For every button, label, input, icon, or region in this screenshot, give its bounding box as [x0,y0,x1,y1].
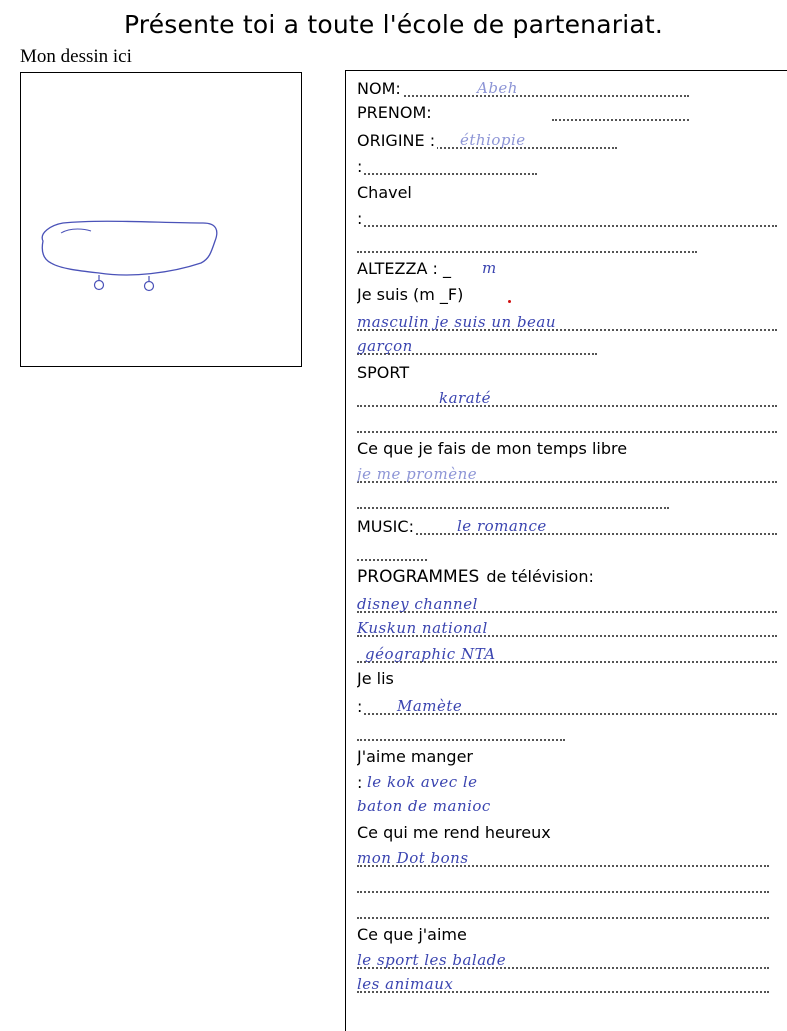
value-jaime-line1: le sport les balade [357,951,507,969]
field-programmes-line2 [357,618,777,640]
label-heureux: Ce qui me rend heureux [357,823,551,842]
field-jaime [357,924,777,946]
field-origine-extra [357,156,777,178]
value-programmes-line2: Kuskun national [357,619,488,637]
field-je-lis [357,668,777,690]
field-sport [357,362,777,384]
ink-dot [508,300,511,303]
value-nom: Abeh [477,79,518,97]
field-je-lis-line2 [357,722,777,744]
field-manger [357,746,777,768]
label-prenom: PRENOM: [357,103,432,122]
field-heureux-line2 [357,874,777,896]
field-je-lis-line1 [357,696,777,718]
label-programmes: PROGRAMMES [357,567,480,587]
je-lis-prefix: : [357,697,363,716]
value-je-suis-line1: masculin je suis un beau [357,313,557,331]
field-manger-line1 [357,772,777,794]
field-chavel-line2 [357,234,777,256]
field-temps-libre-line1 [357,464,777,486]
label-sport: SPORT [357,363,410,382]
value-programmes-line1: disney channel [357,595,478,613]
drawing-sketch-icon [21,73,303,368]
drawing-box [20,72,302,367]
field-music-line2 [357,542,777,564]
label-altezza: ALTEZZA : _ [357,259,451,278]
field-sport-line2 [357,414,777,436]
value-sport: karaté [439,389,492,407]
field-heureux-line3 [357,900,777,922]
field-manger-line2 [357,796,777,818]
chavel-prefix: : [357,209,363,228]
field-music [357,516,777,538]
field-programmes [357,566,777,588]
label-jaime: Ce que j'aime [357,925,467,944]
value-je-suis-line2: garçon [357,337,413,355]
label-chavel: Chavel [357,183,412,202]
value-origine: éthiopie [460,131,526,149]
label-manger: J'aime manger [357,747,473,766]
field-temps-libre-line2 [357,490,777,512]
field-sport-line1 [357,388,777,410]
field-chavel [357,182,777,204]
field-chavel-line1 [357,208,777,230]
field-prenom [357,102,777,124]
field-je-suis-line1 [357,312,777,334]
label-je-suis: Je suis (m _F) [357,285,464,304]
field-jaime-line1 [357,950,777,972]
value-temps-libre: je me promène [357,465,478,483]
label-origine: ORIGINE : [357,131,436,150]
label-origine-extra: : [357,157,363,176]
value-altezza: m [482,259,497,277]
field-jaime-line2 [357,974,777,996]
value-music: le romance [457,517,547,535]
value-heureux: mon Dot bons [357,849,469,867]
field-origine [357,130,777,152]
field-je-suis-line2 [357,336,777,358]
field-heureux [357,822,777,844]
field-programmes-line3 [357,644,777,666]
field-programmes-line1 [357,594,777,616]
field-altezza [357,258,777,280]
field-temps-libre [357,438,777,460]
label-temps-libre: Ce que je fais de mon temps libre [357,439,628,458]
label-je-lis: Je lis [357,669,394,688]
field-nom [357,78,777,100]
field-heureux-line1 [357,848,777,870]
value-je-lis: Mamète [397,697,463,715]
manger-prefix: : [357,773,363,792]
drawing-label: Mon dessin ici [20,46,132,67]
label-music: MUSIC: [357,517,414,536]
value-programmes-line3: géographic NTA [365,645,496,663]
label-programmes-suffix: de télévision: [481,567,594,586]
field-je-suis [357,284,777,306]
label-nom: NOM: [357,79,401,98]
page-title: Présente toi a toute l'école de partenariat. [123,10,664,39]
value-manger-line2: baton de manioc [357,797,491,815]
value-jaime-line2: les animaux [357,975,454,993]
value-manger-line1: le kok avec le [367,773,478,791]
